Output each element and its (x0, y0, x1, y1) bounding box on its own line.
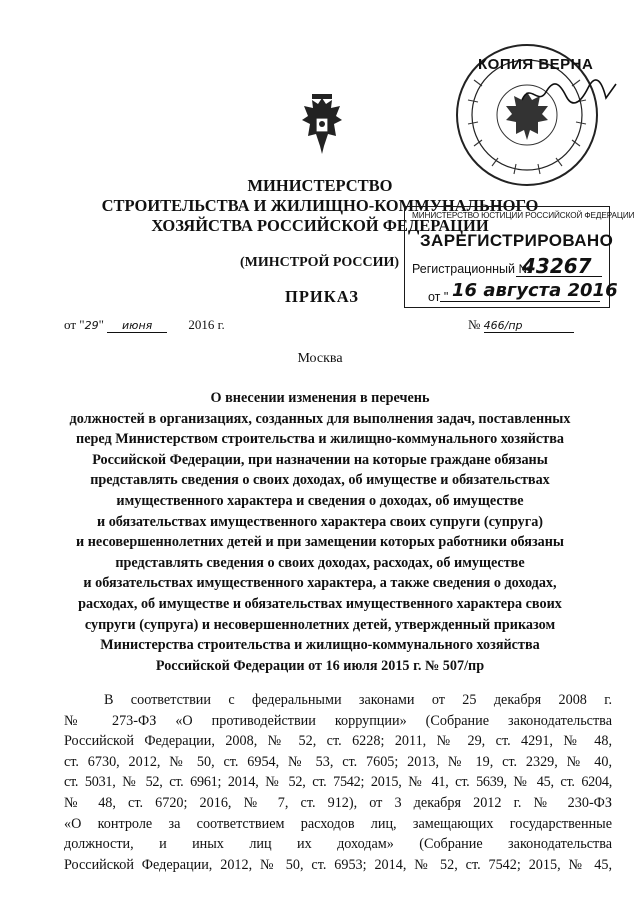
stamp-organization: МИНИСТЕРСТВО ЮСТИЦИИ РОССИЙСКОЙ ФЕДЕРАЦИИ (412, 211, 635, 220)
body-line: «О контроле за соответствием расходов лиц, замещающих государственные (64, 815, 612, 832)
body-line: Российской Федерации, 2012, № 50, ст. 6953; 2014, № 52, ст. 7542; 2015, № 45, (64, 856, 612, 873)
order-number-line (468, 317, 574, 333)
date-month: июня (107, 319, 167, 333)
date-year: 2016 г. (188, 317, 225, 332)
coat-of-arms-emblem (298, 94, 346, 163)
order-title (60, 388, 580, 676)
title-line: супруги (супруга) и несовершеннолетних детей, утвержденный приказом (84, 616, 556, 633)
title-line: должностей в организациях, созданных для выполнения задач, поставленных (69, 410, 571, 427)
handwritten-signature (520, 78, 620, 113)
date-prefix: от " (64, 317, 85, 332)
stamp-reg-number-underline (516, 276, 602, 277)
city: Москва (297, 351, 343, 366)
title-line: перед Министерством строительства и жилищно-коммунального хозяйства (76, 431, 564, 448)
title-line: О внесении изменения в перечень (210, 390, 430, 406)
title-line: и несовершеннолетних детей и при замещении которых работники обязаны (75, 534, 564, 551)
title-line: Российской Федерации, при назначении на которые граждане обязаны (92, 451, 548, 468)
title-line: имущественного характера и сведения о доходах, об имуществе (116, 492, 524, 509)
order-date-line (64, 317, 225, 333)
date-quote: " (98, 317, 104, 332)
body-line: № 48, ст. 6720; 2016, № 7, ст. 912), от 3 декабря 2012 г. № 230-ФЗ (64, 794, 612, 811)
stamp-date-prefix: от " (428, 290, 449, 304)
body-paragraph (64, 690, 612, 875)
body-line: ст. 6730, 2012, № 50, ст. 6954, № 53, ст. 7605; 2013, № 19, ст. 2329, № 40, (64, 753, 612, 770)
order-number: 466/пр (484, 319, 574, 333)
title-line: представлять сведения о своих доходах, об имуществе и обязательствах (90, 472, 550, 489)
number-label: № (468, 317, 481, 332)
title-line: и обязательствах имущественного характера, а также сведения о доходах, (83, 575, 557, 592)
ministry-line: ХОЗЯЙСТВА РОССИЙСКОЙ ФЕДЕРАЦИИ (151, 216, 489, 235)
stamp-reg-number-label: Регистрационный № (412, 262, 532, 276)
title-line: представлять сведения о своих доходах, расходах, об имуществе (115, 554, 525, 571)
ministry-line: МИНИСТЕРСТВО (247, 176, 393, 195)
body-line: должности, и иных лиц их доходам» (Собрание законодательства (64, 836, 612, 853)
title-line: и обязательствах имущественного характера своих супруги (супруга) (96, 513, 544, 530)
stamp-reg-number: 43267 (522, 254, 592, 278)
ministry-line: СТРОИТЕЛЬСТВА И ЖИЛИЩНО-КОММУНАЛЬНОГО (101, 196, 539, 215)
body-line: ст. 5031, № 52, ст. 6961; 2014, № 52, ст. 7542; 2015, № 41, ст. 5639, № 45, ст. 6204, (64, 774, 612, 791)
copy-verified-label: КОПИЯ ВЕРНА (478, 56, 594, 73)
document-type: ПРИКАЗ (285, 287, 359, 306)
date-day: 29 (84, 319, 99, 332)
stamp-reg-date: 16 августа 2016 (452, 280, 618, 301)
body-line: Российской Федерации, 2008, № 52, ст. 6228; 2011, № 29, ст. 4291, № 48, (64, 733, 612, 750)
ministry-short-name: (МИНСТРОЙ РОССИИ) (240, 255, 400, 270)
title-line: Российской Федерации от 16 июля 2015 г. № 507/пр (155, 657, 485, 674)
stamp-registered-label: ЗАРЕГИСТРИРОВАНО (420, 231, 614, 250)
body-line: В соответствии с федеральными законами от 25 декабря 2008 г. (104, 692, 612, 708)
title-line: расходах, об имуществе и обязательствах имущественного характера своих (78, 595, 562, 612)
body-line: № 273-ФЗ «О противодействии коррупции» (Собрание законодательства (64, 712, 612, 729)
title-line: Министерства строительства и жилищно-коммунального хозяйства (100, 637, 540, 654)
stamp-date-underline (440, 301, 600, 302)
